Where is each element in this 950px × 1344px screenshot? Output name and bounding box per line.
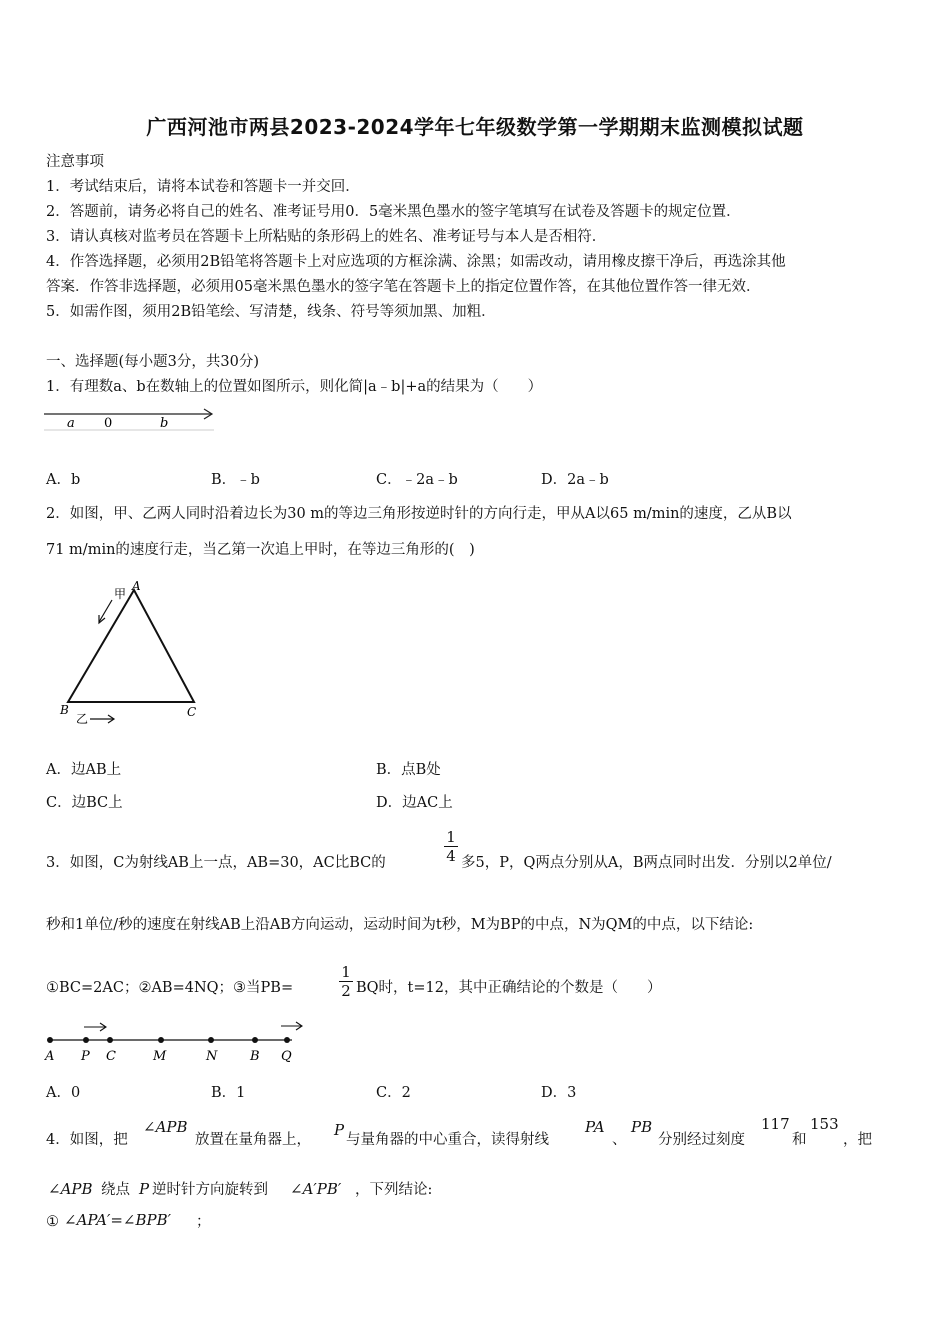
- point-label-p: P: [81, 1049, 90, 1064]
- section-heading: 一、选择题(每小题3分，共30分): [46, 354, 259, 370]
- q4-ray-pb: PB: [631, 1118, 653, 1136]
- notice-heading: 注意事项: [46, 154, 104, 170]
- q2-triangle-figure: [56, 580, 216, 730]
- label-jia: 甲: [114, 587, 127, 601]
- fraction-numerator: 1: [341, 963, 351, 981]
- q4-stem-part4: 分别经过刻度: [658, 1132, 745, 1148]
- fraction-numerator: 1: [446, 828, 456, 846]
- q3-stem-line2: 秒和1单位/秒的速度在射线AB上沿AB方向运动，运动时间为t秒，M为BP的中点，N为QM的中点，以下结论:: [46, 917, 754, 933]
- q4-line2-angle-apb-prime: ∠A′PB′: [290, 1180, 342, 1198]
- q4-line3-expression: ∠APA′=∠BPB′: [64, 1211, 172, 1229]
- q3-stem-line1-b: 多5，P，Q两点分别从A，B两点同时出发．分别以2单位/: [461, 855, 832, 871]
- label-b: B: [60, 703, 69, 717]
- q4-stem-part5: 和: [792, 1132, 807, 1148]
- q2-stem-line2: 71 m/min的速度行走，当乙第一次追上甲时，在等边三角形的( ): [46, 542, 475, 558]
- q4-stem-part2: 放置在量角器上，: [195, 1132, 311, 1148]
- q3-stem-line1-a: 3．如图，C为射线AB上一点，AB=30，AC比BC的: [46, 855, 386, 871]
- page-title: 广西河池市两县2023-2024学年七年级数学第一学期期末监测模拟试题: [146, 115, 804, 139]
- q2-option-d[interactable]: D．边AC上: [376, 795, 453, 811]
- q3-option-d[interactable]: D．3: [541, 1085, 577, 1101]
- q4-angle-apb: ∠APB: [143, 1118, 188, 1136]
- point-label-q: Q: [281, 1049, 292, 1064]
- q3-stem-line3-b: BQ时，t=12，其中正确结论的个数是（ ）: [356, 980, 662, 996]
- q1-option-c[interactable]: C．﹣2a﹣b: [376, 472, 458, 488]
- notice-item: 5．如需作图，须用2B铅笔绘、写清楚，线条、符号等须加黑、加粗．: [46, 304, 496, 320]
- q2-option-c[interactable]: C．边BC上: [46, 795, 123, 811]
- fraction-denominator: 2: [341, 982, 351, 1000]
- notice-item: 2．答题前，请务必将自己的姓名、准考证号用0．5毫米黑色墨水的签字笔填写在试卷及答题卡的规定位置．: [46, 204, 741, 220]
- q3-fraction-one-quarter: [444, 829, 458, 864]
- q4-stem-part1: 4．如图，把: [46, 1132, 128, 1148]
- point-label-b: B: [250, 1049, 260, 1064]
- q3-option-b[interactable]: B．1: [211, 1085, 246, 1101]
- notice-item: 1．考试结束后，请将本试卷和答题卡一并交回．: [46, 179, 360, 195]
- q2-stem-line1: 2．如图，甲、乙两人同时沿着边长为30 m的等边三角形按逆时针的方向行走，甲从A以65 m/min的速度，乙从B以: [46, 506, 792, 522]
- q4-line2-angle-apb: ∠APB: [48, 1180, 93, 1198]
- point-label-a: A: [45, 1049, 55, 1064]
- label-a: A: [132, 579, 141, 593]
- q4-line3-number: ①: [46, 1214, 59, 1230]
- q4-stem-part3: 与量角器的中心重合，读得射线: [346, 1132, 549, 1148]
- q2-option-a[interactable]: A．边AB上: [46, 762, 122, 778]
- q1-option-b[interactable]: B．﹣b: [211, 472, 260, 488]
- q3-stem-line3-a: ①BC=2AC；②AB=4NQ；③当PB=: [46, 980, 294, 996]
- q1-number-line: [44, 402, 219, 434]
- point-label-n: N: [206, 1049, 218, 1064]
- notice-item: 答案．作答非选择题，必须用05毫米黑色墨水的签字笔在答题卡上的指定位置作答，在其他位置作答一律无效．: [46, 279, 761, 295]
- q1-stem: 1．有理数a、b在数轴上的位置如图所示，则化简|a﹣b|+a的结果为（ ）: [46, 379, 543, 395]
- q4-line2-part-a: 绕点: [101, 1182, 130, 1198]
- label-c: C: [187, 705, 197, 719]
- q4-separator: 、: [612, 1132, 627, 1148]
- q2-option-b[interactable]: B．点B处: [376, 762, 441, 778]
- q4-line2-part-c: ，下列结论:: [355, 1182, 433, 1198]
- axis-label-zero: 0: [104, 416, 113, 431]
- q4-value-153: 153: [810, 1115, 839, 1133]
- axis-label-a: a: [67, 416, 75, 431]
- label-yi: 乙: [76, 712, 89, 726]
- point-label-c: C: [106, 1049, 116, 1064]
- axis-label-b: b: [160, 416, 169, 431]
- q4-line2-part-b: 逆时针方向旋转到: [152, 1182, 268, 1198]
- notice-item: 3．请认真核对监考员在答题卡上所粘贴的条形码上的姓名、准考证号与本人是否相符．: [46, 229, 607, 245]
- q4-ray-pa: PA: [585, 1118, 605, 1136]
- notice-item: 4．作答选择题，必须用2B铅笔将答题卡上对应选项的方框涂满、涂黑；如需改动，请用橡皮擦干净后，再选涂其他: [46, 254, 786, 270]
- q1-option-d[interactable]: D．2a﹣b: [541, 472, 609, 488]
- q4-line2-point-p: P: [139, 1180, 150, 1198]
- q4-stem-part6: ，把: [843, 1132, 872, 1148]
- q4-value-117: 117: [761, 1115, 790, 1133]
- q4-line3-end: ；: [196, 1214, 211, 1230]
- q4-point-p: P: [334, 1121, 345, 1139]
- q3-option-a[interactable]: A．0: [46, 1085, 81, 1101]
- q1-option-a[interactable]: A．b: [46, 472, 81, 488]
- point-label-m: M: [153, 1049, 167, 1064]
- q3-fraction-one-half: [339, 964, 353, 999]
- fraction-denominator: 4: [446, 847, 456, 865]
- q3-ray-figure: [44, 1018, 314, 1066]
- q3-option-c[interactable]: C．2: [376, 1085, 411, 1101]
